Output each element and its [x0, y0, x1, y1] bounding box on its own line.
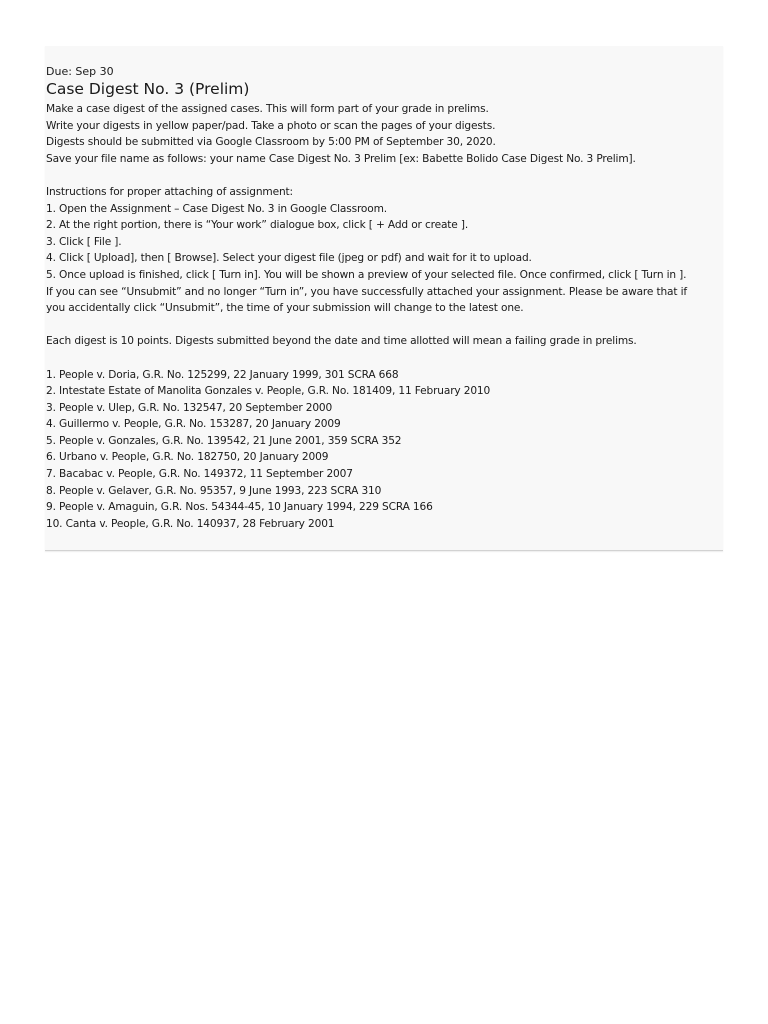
assignment-title: Case Digest No. 3 (Prelim) [46, 80, 250, 98]
case-item: 5. People v. Gonzales, G.R. No. 139542, 21 June 2001, 359 SCRA 352 [46, 434, 402, 447]
instruction-step: 2. At the right portion, there is “Your work” dialogue box, click [ + Add or create ]. [46, 219, 469, 232]
case-item: 8. People v. Gelaver, G.R. No. 95357, 9 June 1993, 223 SCRA 310 [46, 484, 382, 497]
attachment-instructions [46, 184, 723, 317]
spacer [46, 350, 723, 367]
instructions-heading: Instructions for proper attaching of assignment: [46, 185, 293, 198]
description-line: Write your digests in yellow paper/pad. Take a photo or scan the pages of your digests. [46, 119, 496, 132]
case-list [46, 367, 723, 533]
instruction-step: 3. Click [ File ]. [46, 235, 122, 248]
case-item: 6. Urbano v. People, G.R. No. 182750, 20 January 2009 [46, 451, 329, 464]
instruction-note: If you can see “Unsubmit” and no longer “Turn in”, you have successfully attached your assignment. Please be aware that if [46, 285, 687, 298]
spacer [46, 167, 723, 184]
case-item: 10. Canta v. People, G.R. No. 140937, 28 February 2001 [46, 517, 335, 530]
due-date: Due: Sep 30 [46, 65, 114, 78]
description-line: Digests should be submitted via Google Classroom by 5:00 PM of September 30, 2020. [46, 136, 496, 149]
instruction-step: 1. Open the Assignment – Case Digest No. 3 in Google Classroom. [46, 202, 387, 215]
case-item: 3. People v. Ulep, G.R. No. 132547, 20 September 2000 [46, 401, 333, 414]
case-item: 9. People v. Amaguin, G.R. Nos. 54344-45, 10 January 1994, 229 SCRA 166 [46, 501, 433, 514]
instruction-step: 4. Click [ Upload], then [ Browse]. Select your digest file (jpeg or pdf) and wait for it to upload. [46, 252, 532, 265]
case-item: 4. Guillermo v. People, G.R. No. 153287, 20 January 2009 [46, 418, 341, 431]
assignment-card [45, 46, 723, 551]
description-line: Make a case digest of the assigned cases. This will form part of your grade in prelims. [46, 103, 489, 115]
description-line: Save your file name as follows: your name Case Digest No. 3 Prelim [ex: Babette Bolido Case Digest No. 3 Prelim]. [46, 152, 636, 165]
case-item: 2. Intestate Estate of Manolita Gonzales v. People, G.R. No. 181409, 11 February 2010 [46, 385, 491, 398]
grading-note: Each digest is 10 points. Digests submitted beyond the date and time allotted will mean a failing grade in prelims. [46, 335, 637, 348]
instruction-note: you accidentally click “Unsubmit”, the time of your submission will change to the latest one. [46, 302, 524, 315]
assignment-description [46, 101, 723, 167]
spacer [46, 317, 723, 334]
instruction-step: 5. Once upload is finished, click [ Turn in]. You will be shown a preview of your selected file. Once confirmed, click [ Turn in ]. [46, 268, 687, 281]
case-item: 7. Bacabac v. People, G.R. No. 149372, 11 September 2007 [46, 468, 353, 481]
case-item: 1. People v. Doria, G.R. No. 125299, 22 January 1999, 301 SCRA 668 [46, 368, 399, 381]
